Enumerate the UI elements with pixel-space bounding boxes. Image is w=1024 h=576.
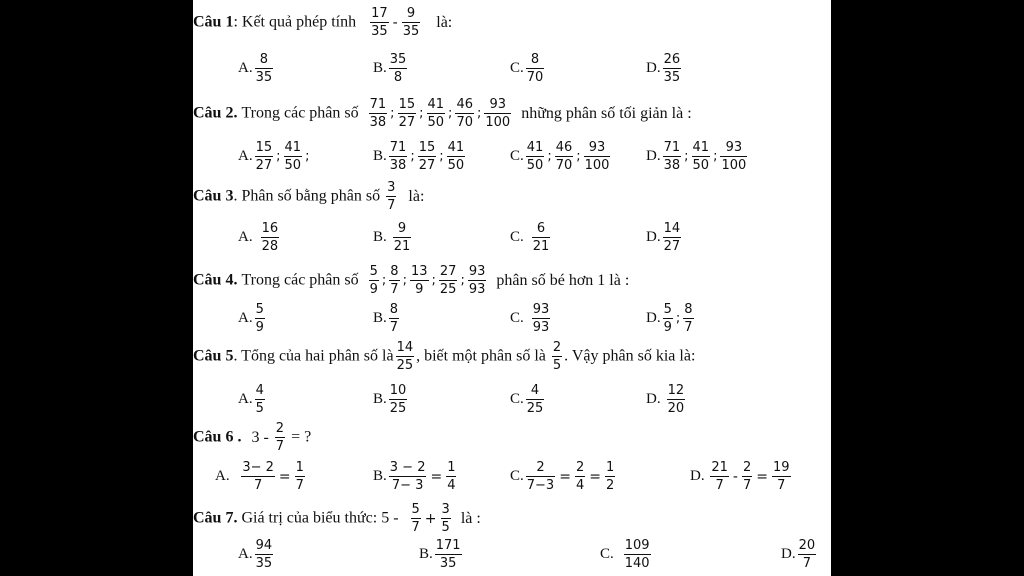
fraction: $\frac{35}{8}$ <box>389 52 407 85</box>
fraction: $\frac{41}{50}$ <box>526 140 544 173</box>
fraction: $\frac{15}{27}$ <box>398 97 416 130</box>
fraction: $\frac{93}{100}$ <box>485 97 511 130</box>
q6-option-a[interactable]: A. $\frac{3- 2}{7}$ = $\frac{1}{7}$ <box>215 460 304 493</box>
fraction: $\frac{171}{35}$ <box>435 538 461 571</box>
fraction: $\frac{4}{5}$ <box>255 383 264 416</box>
fraction: $\frac{46}{70}$ <box>456 97 473 130</box>
question-4-number: Câu 4. <box>193 271 238 289</box>
fraction: $\frac{41}{50}$ <box>427 97 445 130</box>
question-3-text: . Phân số bằng phân số <box>233 187 381 205</box>
q4-option-d[interactable]: D. $\frac{5}{9}$ ; $\frac{8}{7}$ <box>646 302 693 335</box>
q2-option-d[interactable]: D. $\frac{71}{38}$ ; $\frac{41}{50}$ ; $\frac{93}{100}$ <box>646 140 747 173</box>
q5-option-b[interactable]: B. $\frac{10}{25}$ <box>373 383 407 416</box>
question-2: Câu 2. Trong các phân số $\frac{71}{38}$ ; $\frac{15}{27}$ ; $\frac{41}{50}$ ; $\frac{46}{70}$ ; $\frac{93}{100}$ những phân số tối giản là : <box>193 97 692 130</box>
fraction: $\frac{109}{140}$ <box>624 538 650 571</box>
question-5-suffix: . Vậy phân số kia là: <box>564 347 696 365</box>
fraction: $\frac{1}{4}$ <box>447 460 456 493</box>
q5-option-d[interactable]: D. $\frac{12}{20}$ <box>646 383 685 416</box>
question-3-suffix: là: <box>408 187 425 205</box>
q3-option-c[interactable]: C. $\frac{6}{21}$ <box>510 221 550 254</box>
q4-option-b[interactable]: B. $\frac{8}{7}$ <box>373 302 399 335</box>
question-2-text: Trong các phân số <box>241 104 359 122</box>
fraction: $\frac{93}{93}$ <box>532 302 550 335</box>
question-6 <box>193 421 311 454</box>
question-6-lhs: 3 - <box>251 428 269 446</box>
q4-option-c[interactable]: C. $\frac{93}{93}$ <box>510 302 550 335</box>
fraction: $\frac{8}{7}$ <box>390 264 399 297</box>
fraction: $\frac{6}{21}$ <box>532 221 550 254</box>
question-3-number: Câu 3 <box>193 187 234 205</box>
question-5-mid: , biết một phân số là <box>416 347 546 365</box>
q5-option-a[interactable]: A. $\frac{4}{5}$ <box>238 383 264 416</box>
question-2-number: Câu 2. <box>193 104 238 122</box>
fraction: $\frac{3 - 2}{7- 3}$ <box>389 460 426 493</box>
q1-option-a[interactable]: A. $\frac{8}{35}$ <box>238 52 273 85</box>
q4-option-a[interactable]: A. $\frac{5}{9}$ <box>238 302 264 335</box>
question-7: Câu 7. Giá trị của biểu thức: 5 - $\frac{5}{7}$ + $\frac{3}{5}$ là : <box>193 502 481 535</box>
fraction: $\frac{71}{38}$ <box>663 140 681 173</box>
q3-option-b[interactable]: B. $\frac{9}{21}$ <box>373 221 411 254</box>
fraction: $\frac{94}{35}$ <box>255 538 273 571</box>
q7-option-d[interactable]: D. $\frac{20}{7}$ <box>781 538 816 571</box>
fraction: $\frac{9}{21}$ <box>393 221 411 254</box>
question-7-text: Giá trị của biểu thức: 5 - <box>241 509 399 527</box>
question-2-suffix: những phân số tối giản là : <box>521 104 692 122</box>
fraction: $\frac{27}{25}$ <box>439 264 457 297</box>
question-4-text: Trong các phân số <box>241 271 359 289</box>
fraction: $\frac{14}{27}$ <box>663 221 681 254</box>
fraction: $\frac{19}{7}$ <box>772 460 790 493</box>
question-7-number: Câu 7. <box>193 509 238 527</box>
worksheet-page <box>193 0 831 576</box>
q6-option-c[interactable]: C. $\frac{2}{7-3}$ = $\frac{2}{4}$ = $\frac{1}{2}$ <box>510 460 615 493</box>
question-1 <box>193 6 452 39</box>
q3-option-d[interactable]: D. $\frac{14}{27}$ <box>646 221 681 254</box>
fraction: $\frac{13}{9}$ <box>410 264 428 297</box>
question-3 <box>193 180 424 213</box>
fraction: $\frac{2}{7-3}$ <box>526 460 555 493</box>
question-6-number: Câu 6 . <box>193 428 242 446</box>
question-1-suffix: là: <box>436 13 453 31</box>
fraction: $\frac{93}{100}$ <box>721 140 747 173</box>
fraction: $\frac{2}{4}$ <box>575 460 585 493</box>
fraction: $\frac{5}{9}$ <box>255 302 264 335</box>
fraction: $\frac{20}{7}$ <box>798 538 816 571</box>
fraction: $\frac{5}{9}$ <box>369 264 378 297</box>
fraction: $\frac{5}{9}$ <box>663 302 672 335</box>
q7-option-b[interactable]: B. $\frac{171}{35}$ <box>419 538 461 571</box>
q1-option-b[interactable]: B. $\frac{35}{8}$ <box>373 52 407 85</box>
fraction: $\frac{71}{38}$ <box>389 140 407 173</box>
q6-option-b[interactable]: B. $\frac{3 - 2}{7- 3}$ = $\frac{1}{4}$ <box>373 460 456 493</box>
q1-option-c[interactable]: C. $\frac{8}{70}$ <box>510 52 544 85</box>
fraction: $\frac{3}{5}$ <box>441 502 450 535</box>
question-4-suffix: phân số bé hơn 1 là : <box>496 271 630 289</box>
question-1-text: : Kết quả phép tính <box>233 13 357 31</box>
fraction: $\frac{12}{20}$ <box>667 383 685 416</box>
fraction: $\frac{71}{38}$ <box>369 97 387 130</box>
fraction: $\frac{14}{25}$ <box>396 340 414 373</box>
minus-sign: - <box>392 14 398 31</box>
fraction: $\frac{8}{70}$ <box>526 52 544 85</box>
fraction: $\frac{8}{7}$ <box>684 302 693 335</box>
fraction: $\frac{5}{7}$ <box>411 502 420 535</box>
q6-option-d[interactable]: D. $\frac{21}{7}$ - $\frac{2}{7}$ = $\frac{19}{7}$ <box>690 460 790 493</box>
fraction: $\frac{17}{35}$ <box>371 6 388 39</box>
fraction: $\frac{26}{35}$ <box>663 52 681 85</box>
q3-option-a[interactable]: A. $\frac{16}{28}$ <box>238 221 279 254</box>
fraction: $\frac{21}{7}$ <box>711 460 728 493</box>
fraction: $\frac{8}{7}$ <box>389 302 399 335</box>
fraction: $\frac{3- 2}{7}$ <box>242 460 274 493</box>
question-6-tail: = ? <box>291 428 312 446</box>
fraction: $\frac{41}{50}$ <box>284 140 302 173</box>
fraction: $\frac{4}{25}$ <box>526 383 544 416</box>
fraction: $\frac{41}{50}$ <box>692 140 710 173</box>
q7-option-c[interactable]: C. $\frac{109}{140}$ <box>600 538 650 571</box>
fraction: $\frac{46}{70}$ <box>555 140 573 173</box>
fraction: $\frac{15}{27}$ <box>418 140 436 173</box>
q2-option-b[interactable]: B. $\frac{71}{38}$ ; $\frac{15}{27}$ ; $\frac{41}{50}$ <box>373 140 465 173</box>
question-5-text: . Tổng của hai phân số là <box>233 347 394 365</box>
question-5 <box>193 340 695 373</box>
fraction: $\frac{93}{93}$ <box>468 264 486 297</box>
q7-option-a[interactable]: A. $\frac{94}{35}$ <box>238 538 273 571</box>
fraction: $\frac{93}{100}$ <box>584 140 610 173</box>
q2-option-c[interactable]: C. $\frac{41}{50}$ ; $\frac{46}{70}$ ; $\frac{93}{100}$ <box>510 140 610 173</box>
fraction: $\frac{2}{7}$ <box>275 421 285 454</box>
fraction: $\frac{10}{25}$ <box>389 383 407 416</box>
fraction: $\frac{9}{35}$ <box>402 6 420 39</box>
q1-option-d[interactable]: D. $\frac{26}{35}$ <box>646 52 681 85</box>
fraction: $\frac{3}{7}$ <box>387 180 396 213</box>
question-4: Câu 4. Trong các phân số $\frac{5}{9}$ ; $\frac{8}{7}$ ; $\frac{13}{9}$ ; $\frac{27}{25}$ ; $\frac{93}{93}$ phân số bé hơn 1 là : <box>193 264 630 297</box>
fraction: $\frac{1}{2}$ <box>605 460 615 493</box>
fraction: $\frac{41}{50}$ <box>447 140 465 173</box>
q5-option-c[interactable]: C. $\frac{4}{25}$ <box>510 383 544 416</box>
fraction: $\frac{8}{35}$ <box>255 52 273 85</box>
fraction: $\frac{2}{5}$ <box>552 340 562 373</box>
question-5-number: Câu 5 <box>193 347 234 365</box>
question-7-suffix: là : <box>460 509 481 527</box>
q2-option-a[interactable]: A. $\frac{15}{27}$ ; $\frac{41}{50}$ ; <box>238 140 310 173</box>
fraction: $\frac{2}{7}$ <box>742 460 752 493</box>
fraction: $\frac{16}{28}$ <box>261 221 279 254</box>
fraction: $\frac{1}{7}$ <box>295 460 304 493</box>
question-1-number: Câu 1 <box>193 13 234 31</box>
fraction: $\frac{15}{27}$ <box>255 140 273 173</box>
